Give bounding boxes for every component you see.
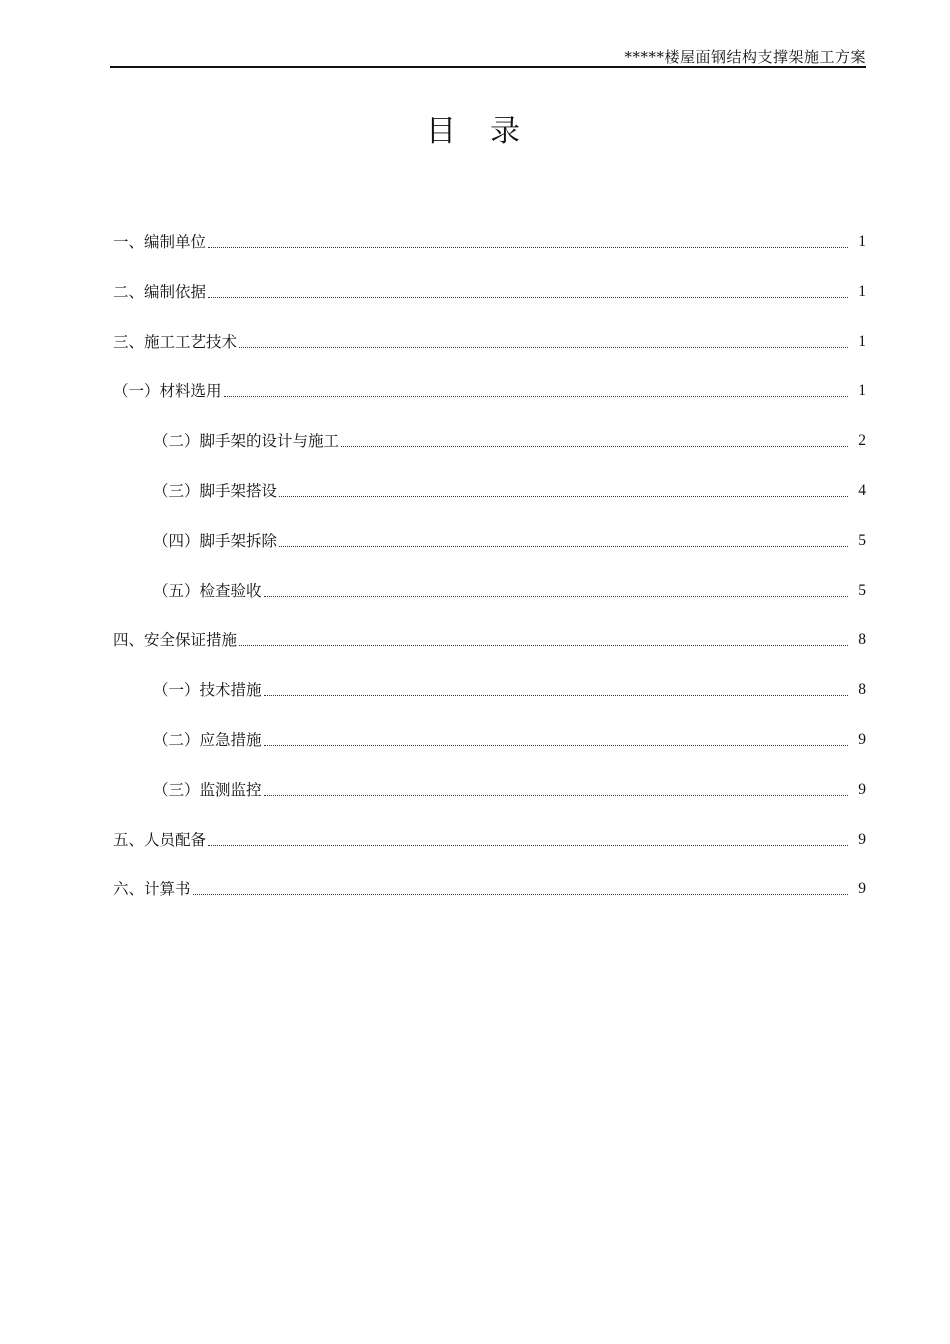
toc-entry-page: 5 [858,531,866,549]
toc-dot-leader [193,875,848,895]
header-rule [110,66,866,68]
toc-entry-label: 一、编制单位 [113,233,207,251]
toc-entry-label: （一）材料选用 [113,382,222,401]
toc-entry-page: 4 [858,481,866,499]
toc-entry[interactable] [0,577,950,627]
toc-dot-leader [208,228,848,248]
toc-entry[interactable] [0,826,950,876]
toc-entry-label: 六、计算书 [113,880,191,899]
toc-entry-label: （二）应急措施 [153,730,262,749]
toc-entry-page: 9 [858,780,866,798]
toc-entry[interactable] [0,477,950,527]
toc-dot-leader [224,377,848,397]
toc-entry-label: 四、安全保证措施 [113,631,238,650]
toc-dot-leader [264,676,848,696]
toc-entry-label: 三、施工工艺技术 [113,332,238,351]
page-header-title: *****楼屋面钢结构支撑架施工方案 [624,48,866,66]
toc-entry[interactable] [0,328,950,378]
toc-entry[interactable] [0,875,950,925]
toc-entry[interactable] [0,776,950,826]
toc-entry-label: 二、编制依据 [113,282,207,301]
toc-entry-page: 9 [858,730,866,748]
toc-entry-label: （二）脚手架的设计与施工 [153,432,340,451]
toc-entry-label: （一）技术措施 [153,681,262,700]
toc-dot-leader [341,427,848,447]
toc-entry-page: 2 [858,432,866,450]
toc-entry-label: （四）脚手架拆除 [153,531,278,550]
toc-entry-page: 8 [858,681,866,699]
toc-entry-page: 1 [858,332,866,350]
toc-entry-page: 8 [858,631,866,649]
toc-entry[interactable] [0,228,950,278]
toc-entry-label: （三）监测监控 [153,780,262,799]
toc-entry-label: （五）检查验收 [153,581,262,600]
toc-dot-leader [208,278,848,298]
toc-title: 目录 [426,114,554,149]
toc-entry-label: （三）脚手架搭设 [153,481,278,500]
toc-entry-label: 五、人员配备 [113,830,207,849]
toc-entry[interactable] [0,626,950,676]
toc-entry[interactable] [0,726,950,776]
toc-entry[interactable] [0,377,950,427]
toc-entry-page: 1 [858,282,866,300]
toc-dot-leader [264,776,848,796]
toc-dot-leader [264,577,848,597]
toc-entry-page: 1 [858,233,866,250]
toc-entry-page: 1 [858,382,866,400]
toc-dot-leader [239,328,848,348]
toc-entry[interactable] [0,676,950,726]
toc-entry[interactable] [0,527,950,577]
toc-entry[interactable] [0,278,950,328]
toc-dot-leader [279,527,848,547]
toc-dot-leader [264,726,848,746]
toc-list [0,228,950,925]
toc-entry-page: 9 [858,830,866,848]
toc-entry-page: 9 [858,880,866,898]
toc-entry-page: 5 [858,581,866,599]
toc-entry[interactable] [0,427,950,477]
toc-dot-leader [208,826,848,846]
toc-dot-leader [279,477,848,497]
toc-dot-leader [239,626,848,646]
